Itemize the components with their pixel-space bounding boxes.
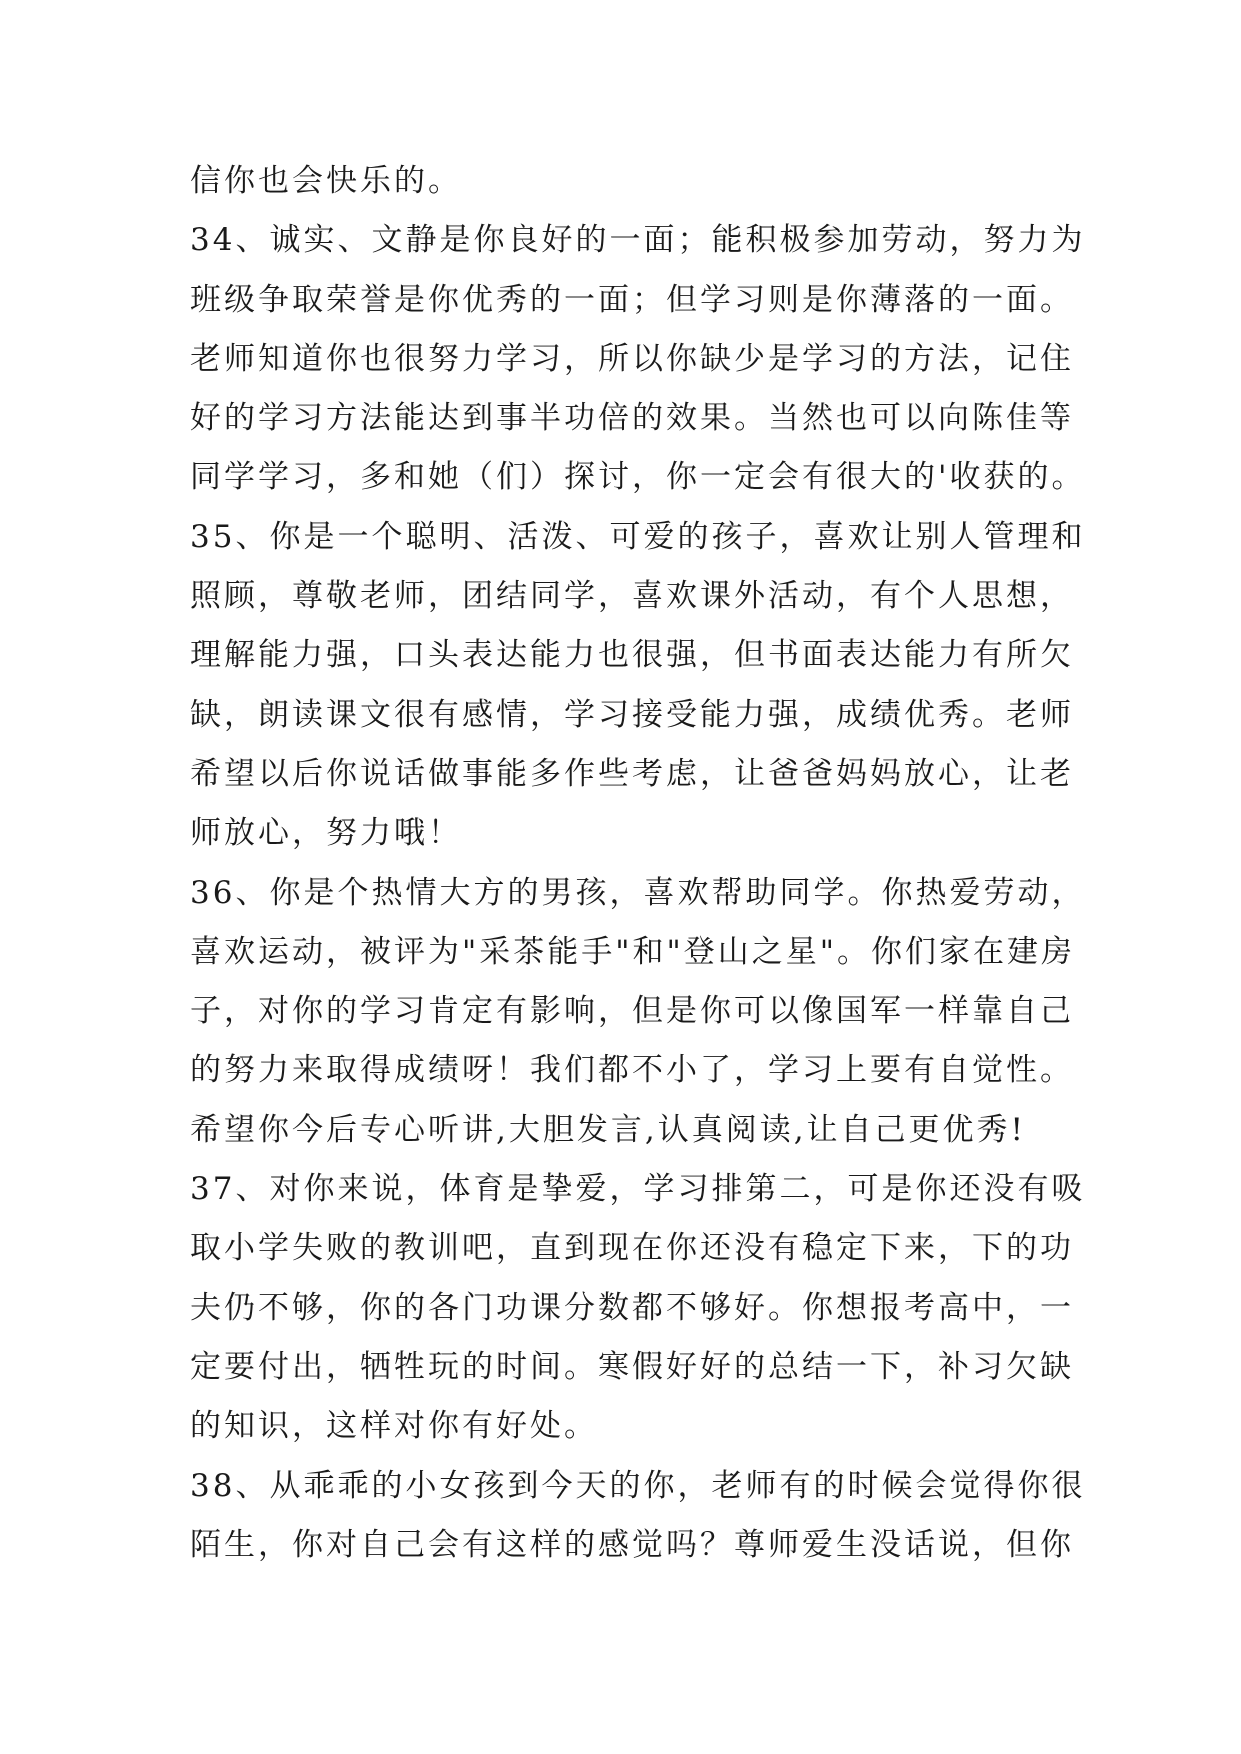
text-line: 子，对你的学习肯定有影响，但是你可以像国军一样靠自己 — [190, 993, 1074, 1030]
text-line: 定要付出，牺牲玩的时间。寒假好好的总结一下，补习欠缺 — [190, 1348, 1074, 1385]
text-line: 的努力来取得成绩呀！我们都不小了，学习上要有自觉性。 — [190, 1052, 1074, 1089]
text-line: 好的学习方法能达到事半功倍的效果。当然也可以向陈佳等 — [190, 400, 1074, 437]
text-line: 夫仍不够，你的各门功课分数都不够好。你想报考高中，一 — [190, 1289, 1074, 1326]
text-line: 34、诚实、文静是你良好的一面；能积极参加劳动，努力为 — [190, 222, 1086, 259]
text-line: 理解能力强，口头表达能力也很强，但书面表达能力有所欠 — [190, 637, 1074, 674]
text-line: 师放心，努力哦！ — [190, 815, 462, 852]
text-line: 同学学习，多和她（们）探讨，你一定会有很大的'收获的。 — [190, 459, 1086, 496]
text-line: 希望以后你说话做事能多作些考虑，让爸爸妈妈放心，让老 — [190, 755, 1074, 792]
text-line: 老师知道你也很努力学习，所以你缺少是学习的方法，记住 — [190, 340, 1074, 377]
text-line: 38、从乖乖的小女孩到今天的你，老师有的时候会觉得你很 — [190, 1467, 1086, 1504]
text-line: 照顾，尊敬老师，团结同学，喜欢课外活动，有个人思想， — [190, 578, 1074, 615]
text-line: 希望你今后专心听讲,大胆发言,认真阅读,让自己更优秀! — [190, 1111, 1027, 1148]
text-line: 的知识，这样对你有好处。 — [190, 1408, 598, 1445]
text-line: 36、你是个热情大方的男孩，喜欢帮助同学。你热爱劳动， — [190, 874, 1086, 911]
text-line: 班级争取荣誉是你优秀的一面；但学习则是你薄落的一面。 — [190, 281, 1074, 318]
text-line: 喜欢运动，被评为"采茶能手"和"登山之星"。你们家在建房 — [190, 933, 1076, 970]
text-line: 取小学失败的教训吧，直到现在你还没有稳定下来，下的功 — [190, 1230, 1074, 1267]
text-line: 35、你是一个聪明、活泼、可爱的孩子，喜欢让别人管理和 — [190, 518, 1086, 555]
text-line: 37、对你来说，体育是挚爱，学习排第二，可是你还没有吸 — [190, 1171, 1086, 1208]
text-line: 信你也会快乐的。 — [190, 163, 462, 199]
document-body — [190, 152, 1086, 1575]
text-line: 陌生，你对自己会有这样的感觉吗？尊师爱生没话说，但你 — [190, 1526, 1074, 1563]
text-line: 缺，朗读课文很有感情，学习接受能力强，成绩优秀。老师 — [190, 696, 1074, 733]
